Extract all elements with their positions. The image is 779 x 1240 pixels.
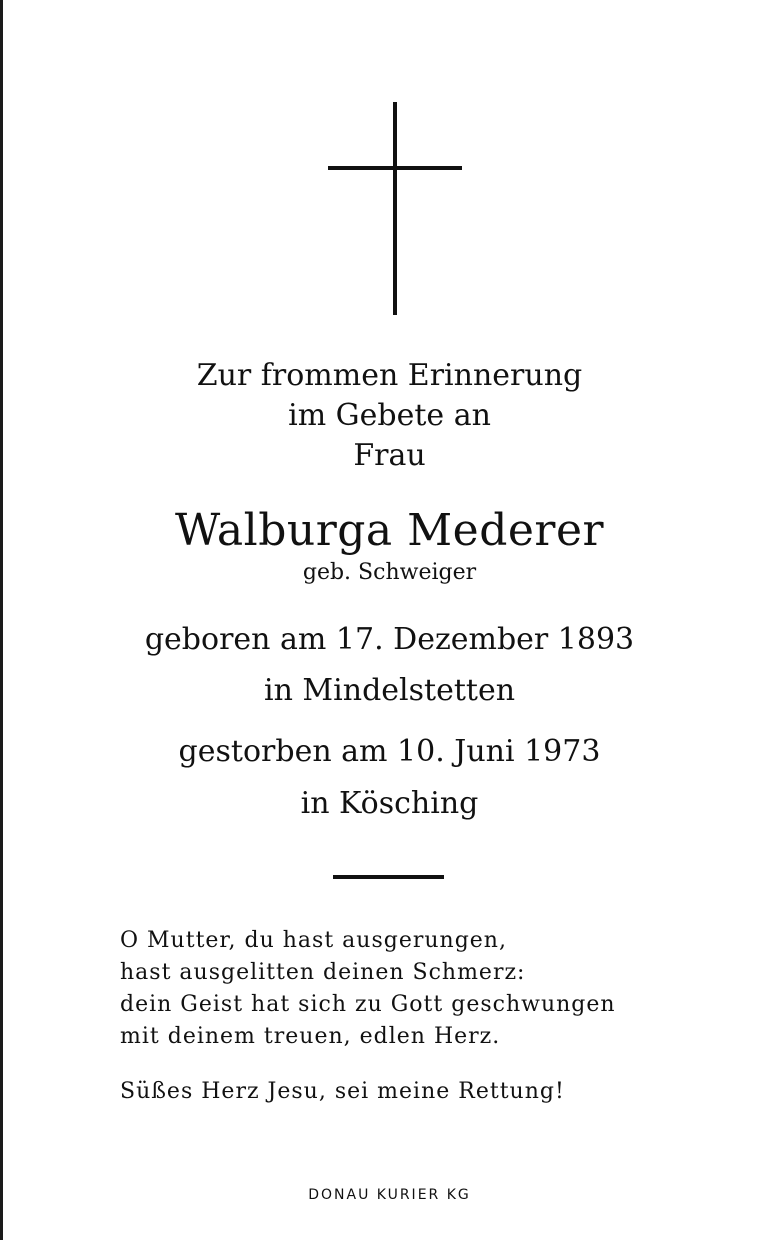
deceased-name: Walburga Mederer bbox=[174, 505, 605, 556]
poem-line-4: mit deinem treuen, edlen Herz. bbox=[120, 1024, 501, 1049]
died-place: in Kösching bbox=[300, 786, 479, 821]
printer-credit: DONAU KURIER KG bbox=[308, 1187, 471, 1203]
birth-name: geb. Schweiger bbox=[302, 560, 477, 585]
cross-vertical-bar bbox=[393, 102, 397, 315]
poem-line-2: hast ausgelitten deinen Schmerz: bbox=[120, 960, 526, 985]
intro-line-3: Frau bbox=[353, 438, 426, 473]
poem-line-3: dein Geist hat sich zu Gott geschwungen bbox=[120, 992, 616, 1017]
prayer-line: Süßes Herz Jesu, sei meine Rettung! bbox=[120, 1079, 565, 1104]
section-divider bbox=[333, 875, 444, 879]
intro-line-2: im Gebete an bbox=[288, 398, 491, 433]
died-date: gestorben am 10. Juni 1973 bbox=[178, 734, 601, 769]
born-date: geboren am 17. Dezember 1893 bbox=[144, 622, 635, 657]
born-place: in Mindelstetten bbox=[263, 673, 516, 708]
intro-line-1: Zur frommen Erinnerung bbox=[196, 358, 583, 393]
poem-line-1: O Mutter, du hast ausgerungen, bbox=[120, 928, 507, 953]
cross-horizontal-bar bbox=[328, 166, 462, 170]
